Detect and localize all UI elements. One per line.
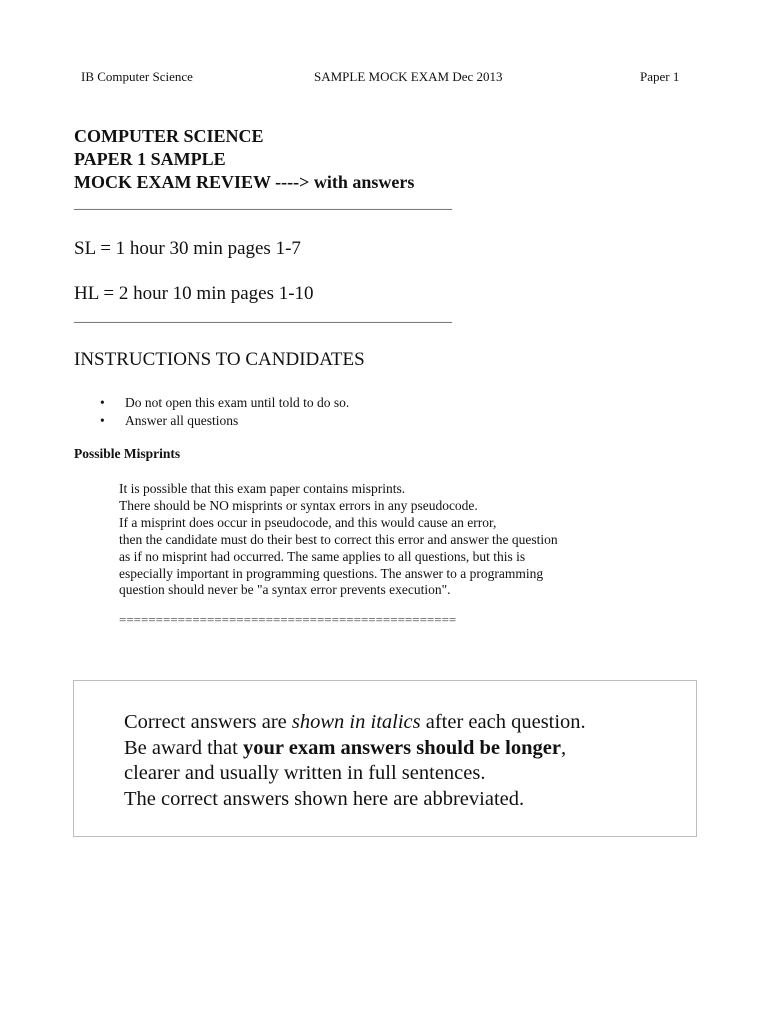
bullet-icon: • xyxy=(100,395,105,410)
paragraph-line: If a misprint does occur in pseudocode, and this would cause an error, xyxy=(119,514,497,530)
paragraph-line: There should be NO misprints or syntax errors in any pseudocode. xyxy=(119,497,478,513)
misprints-paragraph xyxy=(119,481,558,599)
paragraph-line: then the candidate must do their best to correct this error and answer the question xyxy=(119,531,558,547)
notice-line-1: Correct answers are shown in italics after each question. xyxy=(124,711,586,733)
duration-sl: SL = 1 hour 30 min pages 1-7 xyxy=(74,238,301,259)
answers-notice-box xyxy=(73,680,697,837)
header-paper: Paper 1 xyxy=(640,69,680,84)
paragraph-line: It is possible that this exam paper contains misprints. xyxy=(119,481,406,496)
notice-text xyxy=(124,710,586,812)
bold-phrase: your exam answers should be longer xyxy=(242,736,561,759)
instruction-text: Do not open this exam until told to do so. xyxy=(125,395,350,410)
title-line-1: COMPUTER SCIENCE xyxy=(74,126,264,146)
header-exam-title: SAMPLE MOCK EXAM Dec 2013 xyxy=(314,69,503,84)
instructions-heading: INSTRUCTIONS TO CANDIDATES xyxy=(74,349,365,370)
italic-phrase: shown in italics xyxy=(291,711,421,733)
notice-line-4: The correct answers shown here are abbreviated. xyxy=(124,787,525,810)
instructions-list xyxy=(100,394,349,430)
title-line-2: PAPER 1 SAMPLE xyxy=(74,149,226,169)
title-line-3: MOCK EXAM REVIEW ----> with answers xyxy=(74,172,415,192)
duration-hl: HL = 2 hour 10 min pages 1-10 xyxy=(74,283,314,304)
notice-line-3: clearer and usually written in full sentences. xyxy=(124,762,486,784)
rule-bottom: ______________________________________________________ xyxy=(74,310,452,325)
misprints-heading: Possible Misprints xyxy=(74,446,181,461)
paragraph-line: as if no misprint had occurred. The same applies to all questions, but this is xyxy=(119,548,526,564)
paragraph-line: question should never be "a syntax error prevents execution". xyxy=(119,582,451,598)
header-course: IB Computer Science xyxy=(81,69,193,84)
paragraph-line: especially important in programming questions. The answer to a programming xyxy=(119,565,544,581)
bullet-icon: • xyxy=(100,413,105,428)
instruction-text: Answer all questions xyxy=(125,413,239,428)
instruction-item xyxy=(100,394,349,412)
notice-line-2: Be award that your exam answers should be longer, xyxy=(124,736,567,759)
rule-top: ______________________________________________________ xyxy=(74,197,452,212)
separator-line: ============================================== xyxy=(119,612,457,627)
instruction-item xyxy=(100,412,349,430)
